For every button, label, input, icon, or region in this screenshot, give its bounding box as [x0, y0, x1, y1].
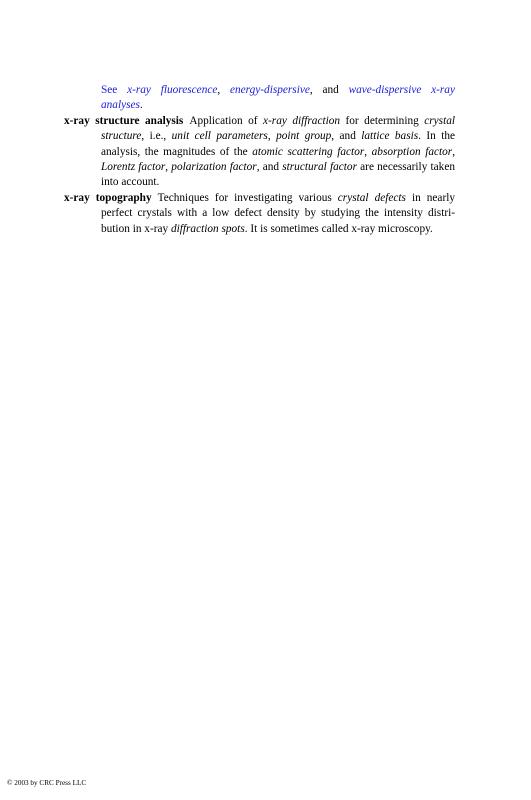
see-also-link-wave-dispersive[interactable]: wave-dispersive x-ray analyses	[101, 84, 455, 112]
definition-text: are necessarily taken into account.	[101, 161, 455, 189]
see-also-reference	[64, 83, 455, 114]
separator: ,	[217, 84, 221, 96]
cross-reference-term[interactable]: crystal defects	[337, 191, 406, 204]
definition-text: ,	[452, 145, 456, 158]
entry-xray-topography	[64, 191, 455, 237]
definition-text: , and	[256, 161, 283, 174]
cross-reference-term[interactable]: Lorentz factor	[101, 161, 166, 174]
separator: , and	[309, 84, 339, 96]
definition-text: in nearly perfect crystals with a low defect density by studying the intensity distri-bution in x-ray	[101, 191, 455, 235]
definition-text: , i.e.,	[141, 130, 172, 143]
definition-text: , and	[331, 130, 362, 143]
cross-reference-term[interactable]: atomic scattering factor	[252, 145, 365, 158]
entry-definition	[101, 192, 455, 235]
cross-reference-term[interactable]: polarization factor	[171, 161, 257, 174]
definition-text: . In the analysis, the magnitudes of the	[101, 130, 455, 158]
cross-reference-term[interactable]: structural factor	[282, 161, 357, 174]
definition-text: ,	[165, 161, 172, 174]
definition-text: ,	[267, 130, 277, 143]
see-word: See	[101, 84, 118, 96]
definition-text: . It is sometimes called x-ray microscopy.	[244, 222, 433, 235]
cross-reference-term[interactable]: diffraction spots	[170, 222, 245, 235]
cross-reference-term[interactable]: lattice basis	[361, 130, 419, 143]
cross-reference-term[interactable]: x-ray diffraction	[263, 114, 341, 127]
entry-term: x-ray topography	[64, 191, 152, 204]
see-also-link-xray-fluorescence[interactable]: x-ray fluorescence	[127, 84, 218, 96]
definition-text: Techniques for investigating various	[157, 191, 338, 204]
definition-text: for determining	[340, 114, 425, 127]
definition-text: ,	[364, 145, 372, 158]
dictionary-page-body	[64, 83, 455, 237]
separator: .	[139, 99, 143, 112]
entry-term: x-ray structure analysis	[64, 114, 184, 127]
copyright-footer: © 2003 by CRC Press LLC	[7, 779, 87, 787]
entry-xray-structure-analysis	[64, 114, 455, 191]
cross-reference-term[interactable]: unit cell parameters	[171, 130, 268, 143]
definition-text: Application of	[189, 114, 264, 127]
cross-reference-term[interactable]: absorption factor	[371, 145, 453, 158]
cross-reference-term[interactable]: point group	[276, 130, 332, 143]
see-also-link-energy-dispersive[interactable]: energy-dispersive	[229, 84, 310, 96]
cross-reference-term[interactable]: crystal structure	[101, 114, 455, 143]
